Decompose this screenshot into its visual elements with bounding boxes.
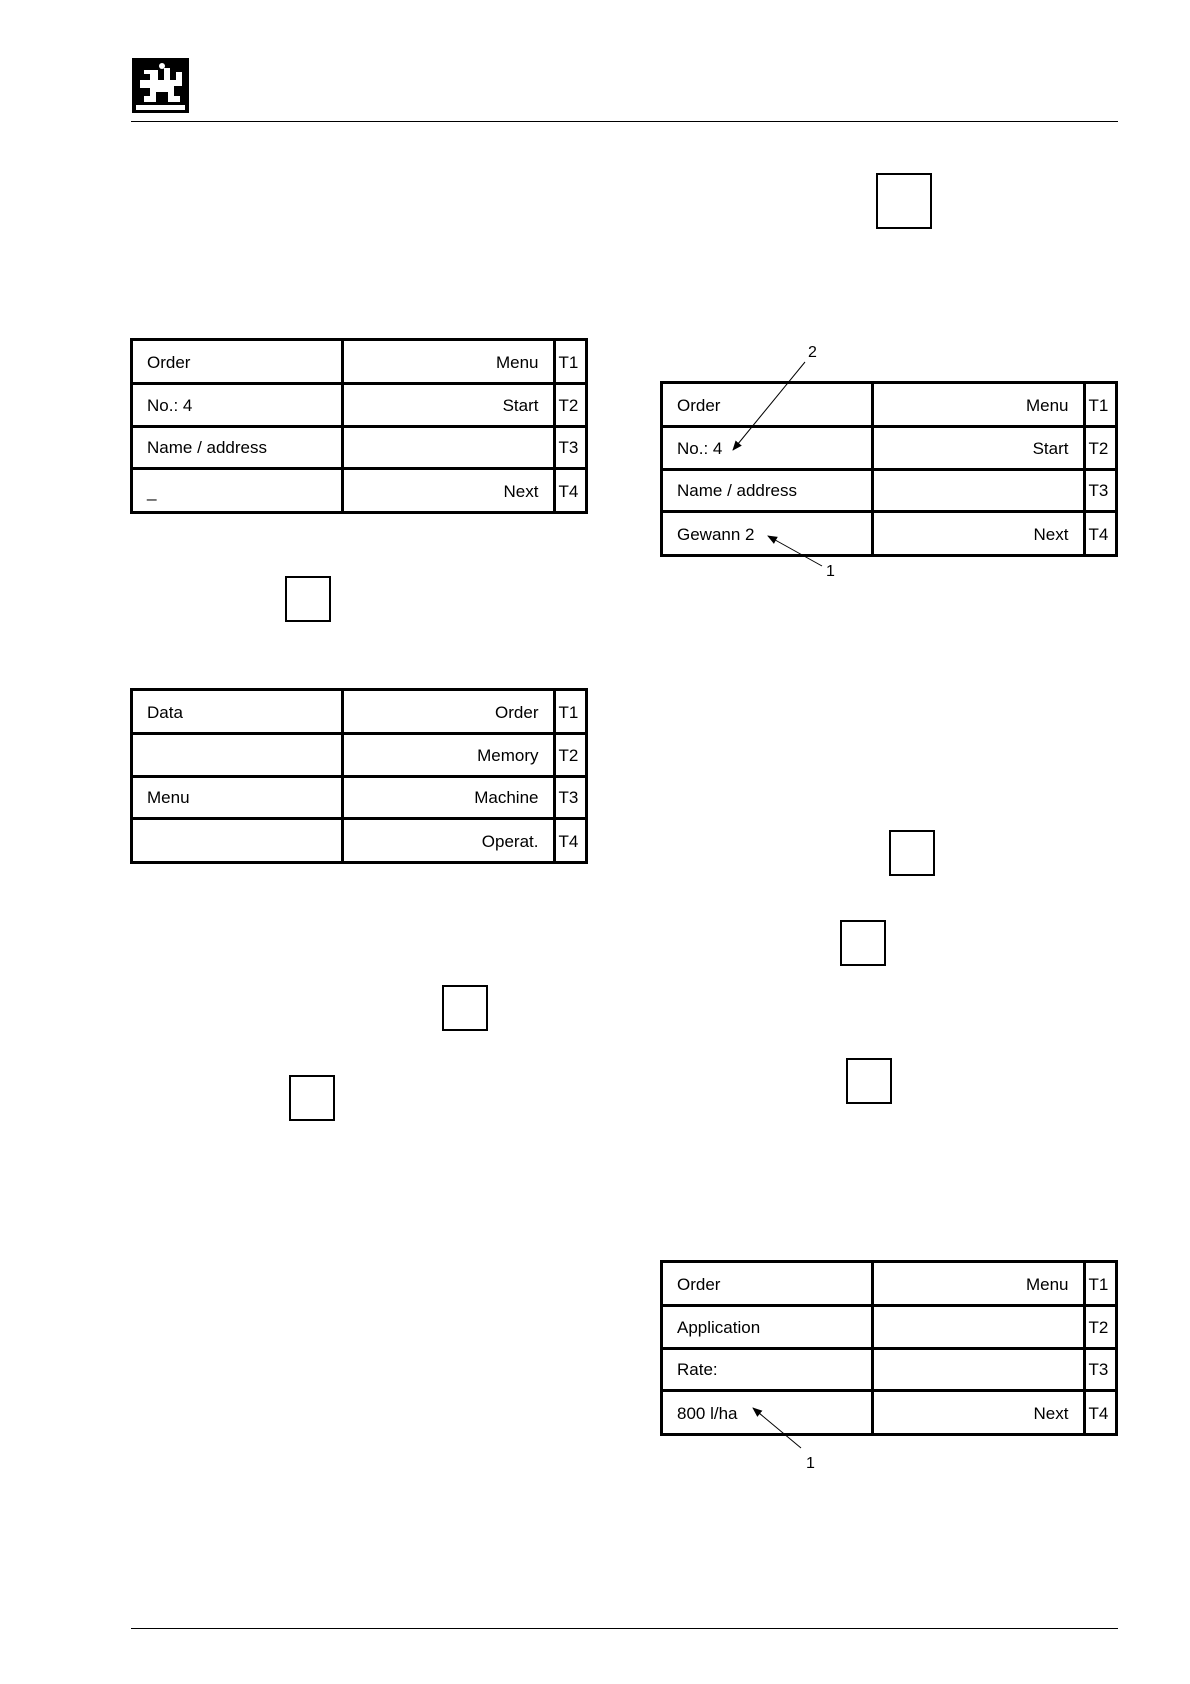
display-right-label: Next	[342, 469, 554, 512]
display-right-label: Next	[872, 512, 1084, 555]
display-left-label: Name / address	[663, 469, 872, 512]
display-right-label: Order	[342, 691, 554, 734]
callout-number: 1	[826, 563, 835, 580]
softkey-label: T3	[554, 776, 588, 819]
display-left-label: Order	[663, 1263, 872, 1306]
softkey-label: T3	[1084, 469, 1118, 512]
softkey-label: T2	[1084, 427, 1118, 470]
display-left-label: Order	[133, 341, 342, 384]
display-left-label: Gewann 2	[663, 512, 872, 555]
softkey-label: T3	[554, 426, 588, 469]
softkey-label: T4	[554, 469, 588, 512]
display-right-label: Start	[342, 384, 554, 427]
softkey-label: T1	[1084, 1263, 1118, 1306]
display-left-label: Name / address	[133, 426, 342, 469]
display-right-label: Menu	[342, 341, 554, 384]
display-left-label: No.: 4	[133, 384, 342, 427]
softkey-label: T1	[1084, 384, 1118, 427]
display-right-label: Machine	[342, 776, 554, 819]
display-left-label: No.: 4	[663, 427, 872, 470]
callout-number: 2	[808, 344, 817, 361]
display-left-label: Menu	[133, 776, 342, 819]
footer-rule	[131, 1628, 1118, 1629]
display-right-label: Next	[872, 1391, 1084, 1434]
callout-leader-1	[768, 536, 822, 566]
display-left-label: _	[133, 469, 342, 512]
callout-number: 1	[806, 1455, 815, 1472]
softkey-label: T4	[1084, 1391, 1118, 1434]
softkey-label: T4	[554, 819, 588, 862]
display-left-label: 800 l/ha	[663, 1391, 872, 1434]
softkey-label: T2	[1084, 1306, 1118, 1349]
softkey-label: T2	[554, 384, 588, 427]
softkey-label: T4	[1084, 512, 1118, 555]
callout-leader-1-rate	[753, 1408, 801, 1448]
display-left-label: Application	[663, 1306, 872, 1349]
display-right-label: Menu	[872, 384, 1084, 427]
softkey-label: T3	[1084, 1348, 1118, 1391]
callout-leader-2	[733, 362, 805, 450]
display-left-label: Data	[133, 691, 342, 734]
display-right-label: Start	[872, 427, 1084, 470]
display-right-label: Memory	[342, 734, 554, 777]
display-right-label: Menu	[872, 1263, 1084, 1306]
display-left-label: Order	[663, 384, 872, 427]
display-right-label: Operat.	[342, 819, 554, 862]
display-left-label: Rate:	[663, 1348, 872, 1391]
softkey-label: T1	[554, 341, 588, 384]
softkey-label: T2	[554, 734, 588, 777]
softkey-label: T1	[554, 691, 588, 734]
